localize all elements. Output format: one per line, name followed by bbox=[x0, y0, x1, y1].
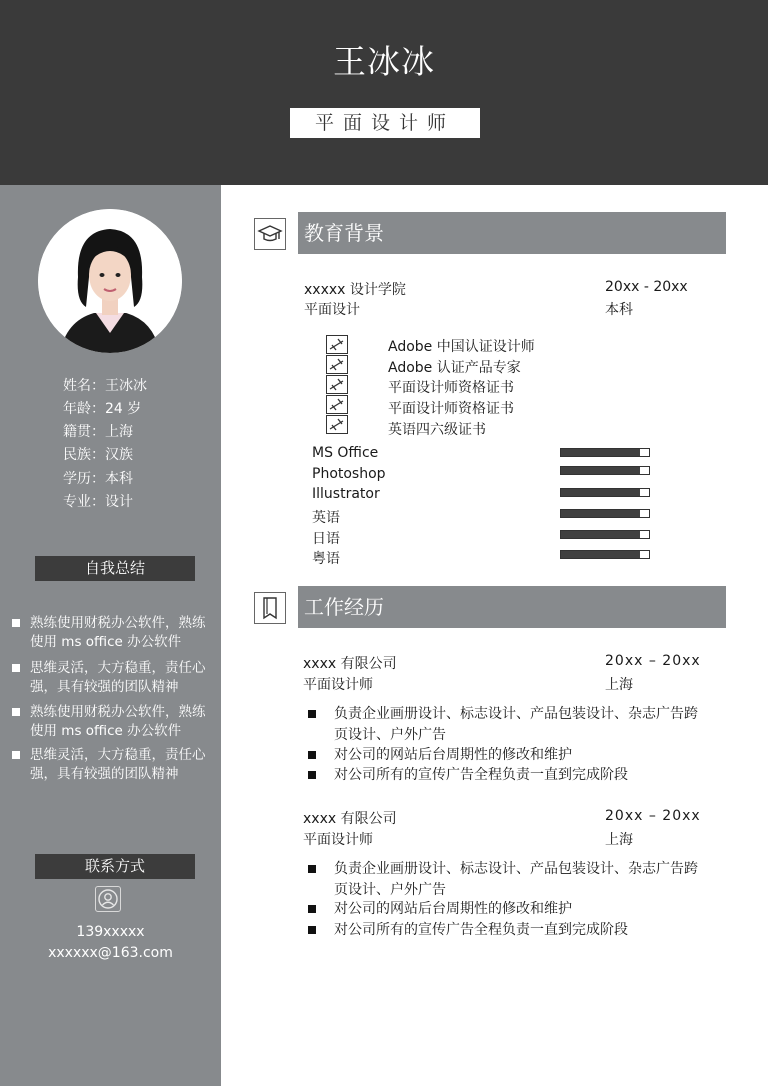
job-company: xxxx 有限公司 bbox=[303, 811, 397, 827]
document-icon bbox=[254, 592, 286, 624]
graduation-cap-icon bbox=[254, 218, 286, 250]
skill-level-fill bbox=[561, 551, 640, 558]
skill-level-bar bbox=[560, 550, 650, 559]
bullet-square bbox=[12, 664, 20, 672]
bullet-square bbox=[12, 708, 20, 716]
certificate-item: 平面设计师资格证书 bbox=[388, 380, 514, 396]
education-degree: 本科 bbox=[605, 302, 633, 318]
certificate-icon bbox=[326, 395, 348, 414]
info-age: 年龄：24 岁 bbox=[63, 401, 142, 417]
education-major: 平面设计 bbox=[304, 302, 360, 318]
skill-name: Illustrator bbox=[312, 486, 380, 502]
header-banner bbox=[0, 0, 768, 185]
summary-heading: 自我总结 bbox=[35, 556, 195, 581]
job-role: 平面设计师 bbox=[303, 677, 373, 693]
info-education: 学历：本科 bbox=[63, 471, 133, 487]
certificate-item: 英语四六级证书 bbox=[388, 422, 486, 438]
user-contact-icon bbox=[95, 886, 121, 912]
job-duty: 对公司的网站后台周期性的修改和维护 bbox=[334, 747, 572, 763]
info-name: 姓名：王冰冰 bbox=[63, 378, 147, 394]
contact-phone: 139xxxxx bbox=[76, 924, 145, 940]
skill-level-fill bbox=[561, 531, 640, 538]
certificate-icon bbox=[326, 415, 348, 434]
skill-name: 日语 bbox=[312, 531, 340, 547]
skill-level-bar bbox=[560, 530, 650, 539]
skill-name: MS Office bbox=[312, 445, 379, 461]
bullet-square bbox=[308, 926, 316, 934]
info-ethnicity: 民族：汉族 bbox=[63, 447, 133, 463]
job-role: 平面设计师 bbox=[303, 832, 373, 848]
job-location: 上海 bbox=[605, 832, 633, 848]
job-period: 20xx – 20xx bbox=[605, 808, 701, 824]
certificate-item: Adobe 中国认证设计师 bbox=[388, 339, 535, 355]
job-duty: 负责企业画册设计、标志设计、产品包装设计、杂志广告跨页设计、户外广告 bbox=[334, 706, 698, 743]
job-period: 20xx – 20xx bbox=[605, 653, 701, 669]
skill-level-bar bbox=[560, 488, 650, 497]
contact-email: xxxxxx@163.com bbox=[48, 945, 173, 961]
certificate-item: Adobe 认证产品专家 bbox=[388, 360, 521, 376]
job-duty: 负责企业画册设计、标志设计、产品包装设计、杂志广告跨页设计、户外广告 bbox=[334, 861, 698, 898]
skill-level-bar bbox=[560, 509, 650, 518]
skill-name: 英语 bbox=[312, 510, 340, 526]
bullet-square bbox=[308, 865, 316, 873]
certificate-icon bbox=[326, 355, 348, 374]
bullet-square bbox=[308, 751, 316, 759]
certificate-icon bbox=[326, 375, 348, 394]
resume-name: 王冰冰 bbox=[333, 42, 435, 81]
skill-level-bar bbox=[560, 448, 650, 457]
job-title-box: 平面设计师 bbox=[290, 108, 480, 138]
info-major: 专业：设计 bbox=[63, 494, 133, 510]
bullet-square bbox=[12, 619, 20, 627]
work-heading: 工作经历 bbox=[298, 586, 726, 628]
bullet-square bbox=[12, 751, 20, 759]
education-heading: 教育背景 bbox=[298, 212, 726, 254]
skill-level-fill bbox=[561, 449, 640, 456]
skill-level-fill bbox=[561, 467, 640, 474]
job-location: 上海 bbox=[605, 677, 633, 693]
job-duty: 对公司所有的宣传广告全程负责一直到完成阶段 bbox=[334, 767, 628, 783]
job-duty: 对公司的网站后台周期性的修改和维护 bbox=[334, 901, 572, 917]
skill-level-fill bbox=[561, 489, 640, 496]
certificate-item: 平面设计师资格证书 bbox=[388, 401, 514, 417]
skill-name: Photoshop bbox=[312, 466, 386, 482]
info-hometown: 籍贯：上海 bbox=[63, 424, 133, 440]
bullet-square bbox=[308, 771, 316, 779]
job-duty: 对公司所有的宣传广告全程负责一直到完成阶段 bbox=[334, 922, 628, 938]
skill-level-fill bbox=[561, 510, 640, 517]
avatar-illustration bbox=[38, 209, 182, 353]
profile-photo bbox=[38, 209, 182, 353]
skill-level-bar bbox=[560, 466, 650, 475]
bullet-square bbox=[308, 710, 316, 718]
school-name: xxxxx 设计学院 bbox=[304, 282, 406, 298]
contact-heading: 联系方式 bbox=[35, 854, 195, 879]
certificate-icon bbox=[326, 335, 348, 354]
job-company: xxxx 有限公司 bbox=[303, 656, 397, 672]
bullet-square bbox=[308, 905, 316, 913]
education-period: 20xx - 20xx bbox=[605, 279, 688, 295]
skill-name: 粤语 bbox=[312, 551, 340, 567]
